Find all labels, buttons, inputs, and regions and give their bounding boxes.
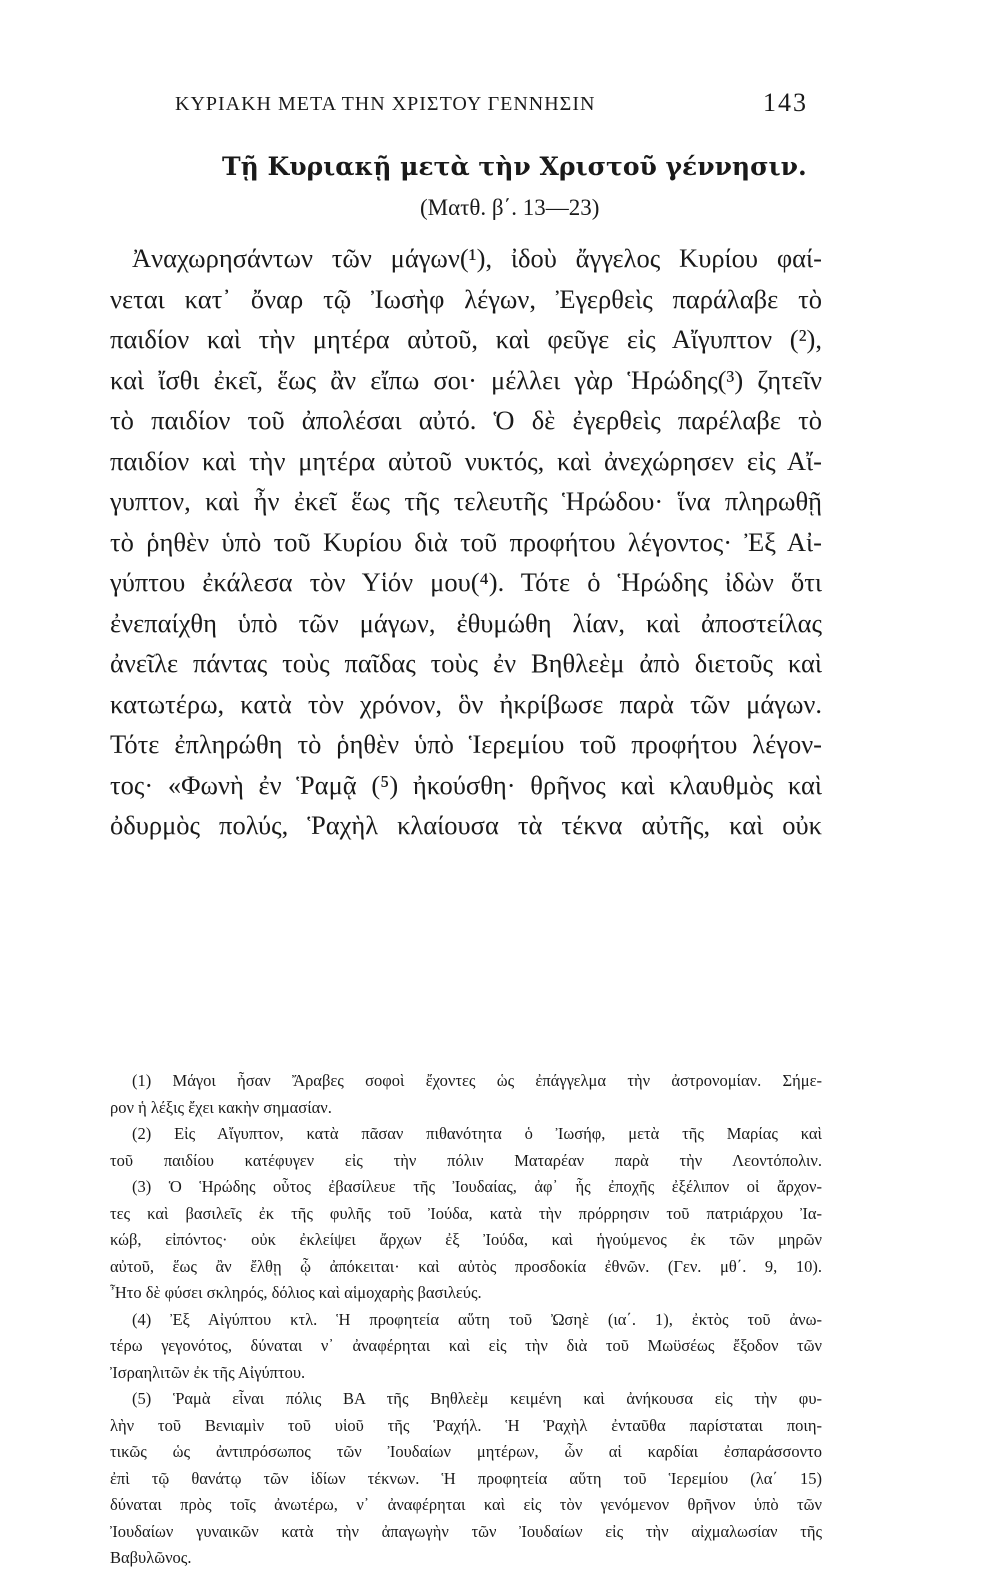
footnote-line: (3) Ὁ Ἡρώδης οὗτος ἐβασίλευε τῆς Ἰουδαίας, ἀφ᾿ ἧς ἐποχῆς ἐξέλιπον οἱ ἄρχον- <box>132 1177 822 1196</box>
footnote-line: δύναται πρὸς τοῖς ἀνωτέρω, ν᾿ ἀναφέρηται καὶ εἰς τὸν γενόμενον θρῆνον ὑπὸ τῶν <box>110 1495 822 1514</box>
footnote-line: Ἦτο δὲ φύσει σκληρός, δόλιος καὶ αἱμοχαρὴς βασιλεύς. <box>110 1283 482 1302</box>
footnote-line: τοῦ παιδίου κατέφυγεν εἰς τὴν πόλιν Ματαρέαν παρὰ τὴν Λεοντόπολιν. <box>110 1150 822 1170</box>
text-line: Τότε ἐπληρώθη τὸ ῥηθὲν ὑπὸ Ἱερεμίου τοῦ προφήτου λέγον- <box>110 729 822 759</box>
text-line: τος· «Φωνὴ ἐν Ῥαμᾷ (⁵) ἠκούσθη· θρῆνος καὶ κλαυθμὸς καὶ <box>110 769 822 800</box>
text-line: καὶ ἴσθι ἐκεῖ, ἕως ἂν εἴπω σοι· μέλλει γὰρ Ἡρώδης(³) ζητεῖν <box>110 364 822 395</box>
footnote-line: (1) Μάγοι ἦσαν Ἄραβες σοφοὶ ἔχοντες ὡς ἐπάγγελμα τὴν ἀστρονομίαν. Σήμε- <box>132 1071 822 1090</box>
text-line: γυπτον, καὶ ἦν ἐκεῖ ἕως τῆς τελευτῆς Ἡρώδου· ἵνα πληρωθῇ <box>110 486 822 516</box>
footnote-line: (4) Ἐξ Αἰγύπτου κτλ. Ἡ προφητεία αὕτη τοῦ Ὠσηὲ (ια΄. 1), ἐκτὸς τοῦ ἀνω- <box>132 1309 822 1329</box>
text-line: νεται κατ᾿ ὄναρ τῷ Ἰωσὴφ λέγων, Ἐγερθεὶς παράλαβε τὸ <box>110 283 822 314</box>
footnote-line: Βαβυλῶνος. <box>110 1548 192 1567</box>
scripture-reference: (Ματθ. β΄. 13—23) <box>420 195 600 220</box>
footnote-line: (2) Εἰς Αἴγυπτον, κατὰ πᾶσαν πιθανότητα ὁ Ἰωσήφ, μετὰ τῆς Μαρίας καὶ <box>132 1124 822 1143</box>
text-line: κατωτέρω, κατὰ τὸν χρόνον, ὃν ἠκρίβωσε παρὰ τῶν μάγων. <box>110 688 822 719</box>
text-line: γύπτου ἐκάλεσα τὸν Υἱόν μου(⁴). Τότε ὁ Ἡρώδης ἰδὼν ὅτι <box>110 567 822 597</box>
footnote-line: ρον ἡ λέξις ἔχει κακὴν σημασίαν. <box>110 1097 332 1117</box>
text-line: ὀδυρμὸς πολύς, Ῥαχὴλ κλαίουσα τὰ τέκνα αὐτῆς, καὶ οὐκ <box>110 810 822 840</box>
section-title: Τῇ Κυριακῇ μετὰ τὴν Χριστοῦ γέννησιν. <box>222 152 807 181</box>
running-title: ΚΥΡΙΑΚΗ ΜΕΤΑ ΤΗΝ ΧΡΙΣΤΟΥ ΓΕΝΝΗΣΙΝ <box>175 93 596 115</box>
text-line: ἐνεπαίχθη ὑπὸ τῶν μάγων, ἐθυμώθη λίαν, καὶ ἀποστείλας <box>110 607 822 638</box>
footnote-line: Ἰσραηλιτῶν ἐκ τῆς Αἰγύπτου. <box>110 1362 306 1382</box>
text-line: παιδίον καὶ τὴν μητέρα αὐτοῦ νυκτός, καὶ ἀνεχώρησεν εἰς Αἴ- <box>110 445 822 476</box>
text-line: ἀνεῖλε πάντας τοὺς παῖδας τοὺς ἐν Βηθλεὲμ ἀπὸ διετοῦς καὶ <box>110 648 822 678</box>
footnote-line: αὐτοῦ, ἕως ἂν ἔλθῃ ᾧ ἀπόκειται· καὶ αὐτὸς προσδοκία ἐθνῶν. (Γεν. μθ΄. 9, 10). <box>110 1256 822 1276</box>
footnote-line: ἐπὶ τῷ θανάτῳ τῶν ἰδίων τέκνων. Ἡ προφητεία αὕτη τοῦ Ἱερεμίου (λα΄ 15) <box>110 1468 822 1488</box>
footnotes <box>110 1068 822 1572</box>
footnote-line: (5) Ῥαμὰ εἶναι πόλις ΒΑ τῆς Βηθλεὲμ κειμένη καὶ ἀνήκουσα εἰς τὴν φυ- <box>132 1389 822 1408</box>
footnote-line: λὴν τοῦ Βενιαμὶν τοῦ υἱοῦ τῆς Ῥαχήλ. Ἡ Ῥαχὴλ ἐνταῦθα παρίσταται ποιη- <box>110 1415 822 1435</box>
footnote-line: Ἰουδαίων γυναικῶν κατὰ τὴν ἀπαγωγὴν τῶν Ἰουδαίων εἰς τὴν αἰχμαλωσίαν τῆς <box>110 1521 822 1541</box>
footnote-line: τες καὶ βασιλεῖς ἐκ τῆς φυλῆς τοῦ Ἰούδα, κατὰ τὴν πρόρρησιν τοῦ πατριάρχου Ἰα- <box>110 1203 822 1223</box>
text-line: τὸ ῥηθὲν ὑπὸ τοῦ Κυρίου διὰ τοῦ προφήτου λέγοντος· Ἐξ Αἰ- <box>110 526 822 557</box>
footnote-line: κώβ, εἰπόντος· οὐκ ἐκλείψει ἄρχων ἐξ Ἰούδα, καὶ ἡγούμενος ἐκ τῶν μηρῶν <box>110 1230 822 1249</box>
text-line: τὸ παιδίον τοῦ ἀπολέσαι αὐτό. Ὁ δὲ ἐγερθεὶς παρέλαβε τὸ <box>110 405 822 435</box>
page-number: 143 <box>763 88 808 117</box>
footnote-line: τικῶς ὡς ἀντιπρόσωπος τῶν Ἰουδαίων μητέρων, ὧν αἱ καρδίαι ἐσπαράσσοντο <box>110 1442 822 1461</box>
footnote-line: τέρω γεγονότος, δύναται ν᾿ ἀναφέρηται καὶ εἰς τὴν διὰ τοῦ Μωϋσέως ἔξοδον τῶν <box>110 1336 822 1355</box>
text-line: παιδίον καὶ τὴν μητέρα αὐτοῦ, καὶ φεῦγε εἰς Αἴγυπτον (²), <box>110 324 822 354</box>
text-line: Ἀναχωρησάντων τῶν μάγων(¹), ἰδοὺ ἄγγελος Κυρίου φαί- <box>132 243 822 273</box>
main-text <box>110 238 822 846</box>
